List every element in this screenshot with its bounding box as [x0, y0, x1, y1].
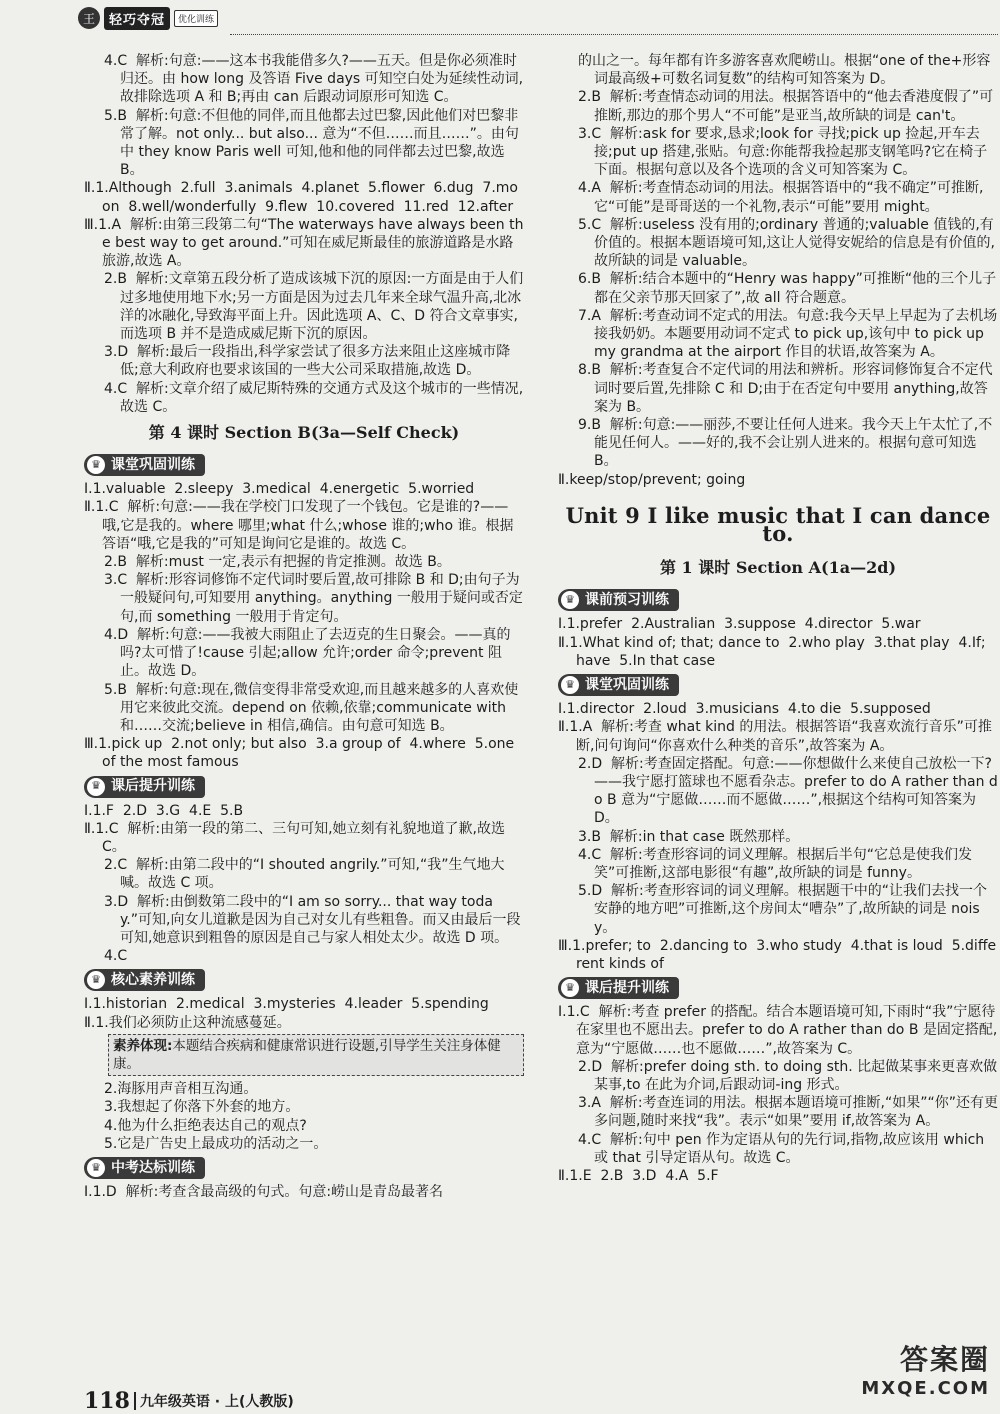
- watermark-sub: MXQE.COM: [861, 1378, 990, 1399]
- answer-item: 4.D 解析:句意:——我被大雨阻止了去迈克的生日聚会。——真的吗?太可惜了!cause 引起;allow 允许;order 命令;prevent 阻止。故选 D。: [104, 626, 511, 680]
- answer-item: 4.A 解析:考查情态动词的用法。根据答语中的“我不确定”可推断,它“可能”是哥哥送的一个礼物,表示“可能”要用 might。: [578, 180, 984, 215]
- watermark: [861, 1338, 990, 1399]
- logo-mark-icon: 王: [78, 7, 100, 29]
- page-footer: [84, 1388, 294, 1414]
- book-title: 九年级英语 · 上(人教版): [139, 1394, 294, 1410]
- answer-item: Ⅰ.1.historian 2.medical 3.mysteries 4.leader 5.spending: [84, 996, 489, 1013]
- section-banner-label: 课后提升训练: [585, 980, 669, 997]
- logo-subtext: 优化训练: [174, 10, 218, 27]
- answer-item: 3.A 解析:考查连词的用法。根据本题语境可推断,“如果”“你”还有更多问题,随时来找“我”。表示“如果”要用 if,故答案为 A。: [578, 1095, 999, 1130]
- answer-item: 5.B 解析:句意:现在,微信变得非常受欢迎,而且越来越多的人喜欢使用它来彼此交流。depend on 依赖,依靠;communicate with 和……交流;believe in 相信,确信。由句意可知选 B。: [104, 681, 519, 734]
- section-banner: [558, 977, 679, 999]
- section-banner-label: 课前预习训练: [585, 592, 669, 609]
- crown-icon: ♛: [561, 979, 579, 997]
- answer-item: Ⅲ.1.pick up 2.not only; but also 3.a group of 4.where 5.one of the most famous: [84, 736, 519, 771]
- section-banner: [558, 589, 679, 611]
- answer-item: Ⅲ.1.A 解析:由第三段第二句“The waterways have always been the best way to get around.”可知在威尼斯最佳的旅游道路是水路旅游,故选 A。: [84, 216, 524, 270]
- lesson-heading: 第 4 课时 Section B(3a—Self Check): [148, 423, 460, 443]
- answer-item: 4.C 解析:句中 pen 作为定语从句的先行词,指物,故应该用 which 或 that 引导定语从句。故选 C。: [578, 1131, 989, 1166]
- answer-item: 6.B 解析:结合本题中的“Henry was happy”可推断“他的三个儿子都在父亲节那天回家了”,故 all 符合题意。: [578, 271, 997, 306]
- answer-item: Ⅱ.1.C 解析:句意:——我在学校门口发现了一个钱包。它是谁的?——哦,它是我的。where 哪里;what 什么;whose 谁的;who 谁。根据答语“哦,它是我的”可知是询问它是谁的。故选 C。: [84, 499, 514, 552]
- answer-item: Ⅰ.1.prefer 2.Australian 3.suppose 4.director 5.war: [558, 616, 921, 633]
- answer-item: 4.C 解析:文章介绍了威尼斯特殊的交通方式及这个城市的一些情况,故选 C。: [104, 380, 524, 415]
- crown-icon: ♛: [87, 1159, 105, 1177]
- answer-item: 2.D 解析:考查固定搭配。句意:——你想做什么来使自己放松一下?——我宁愿打篮球也不愿看杂志。prefer to do A rather than do B 意为“宁愿做……而不愿做……”,根据这个结构可知答案为 D。: [578, 755, 998, 827]
- answer-item: Ⅱ.1.C 解析:由第一段的第二、三句可知,她立刻有礼貌地道了歉,故选 C。: [84, 820, 510, 855]
- answer-item: 7.A 解析:考查动词不定式的用法。句意:我今天早上早起为了去机场接我奶奶。本题要用动词不定式 to pick up,该句中 to pick up my grandma at the airport 作目的状语,故答案为 A。: [578, 307, 998, 361]
- section-banner: [558, 674, 679, 696]
- answer-item: 5.D 解析:考查形容词的词义理解。根据题干中的“让我们去找一个安静的地方吧”可推断,这个房间太“嘈杂”了,故所缺的词是 noisy。: [578, 883, 988, 936]
- answer-item: 3.B 解析:in that case 既然那样。: [578, 828, 800, 845]
- watermark-main: 答案圈: [899, 1343, 990, 1376]
- section-banner: [84, 969, 205, 991]
- answer-item: Ⅱ.keep/stop/prevent; going: [558, 471, 746, 488]
- crown-icon: ♛: [87, 456, 105, 474]
- answer-item: 2.B 解析:文章第五段分析了造成该城下沉的原因:一方面是由于人们过多地使用地下水;另一方面是因为过去几年来全球气温升高,北冰洋的冰融化,导致海平面上升。因此选项 A、C、D 符合文章事实,而选项 B 并不是造成威尼斯下沉的原因。: [104, 271, 524, 343]
- literacy-note: [108, 1034, 524, 1076]
- answer-item: 2.海豚用声音相互沟通。: [104, 1081, 258, 1098]
- answer-item: Ⅰ.1.F 2.D 3.G 4.E 5.B: [84, 802, 244, 819]
- answer-item: 2.B 解析:must 一定,表示有把握的肯定推测。故选 B。: [104, 554, 451, 571]
- answer-item: 8.B 解析:考查复合不定代词的用法和辨析。形容词修饰复合不定代词时要后置,先排除 C 和 D;由于在否定句中要用 anything,故答案为 B。: [578, 362, 993, 415]
- section-banner: [84, 454, 205, 476]
- answer-item: 5.它是广告史上最成功的活动之一。: [104, 1135, 328, 1152]
- answer-item: 3.D 解析:最后一段指出,科学家尝试了很多方法来阻止这座城市降低;意大利政府也要求该国的一些大公司采取措施,故选 D。: [104, 344, 511, 379]
- section-banner-label: 课堂巩固训练: [111, 457, 195, 474]
- answer-item: Ⅱ.1.Although 2.full 3.animals 4.planet 5.flower 6.dug 7.moon 8.well/wonderfully 9.flew 10.covered 11.red 12.after: [84, 180, 518, 215]
- page-number: 118: [84, 1388, 130, 1414]
- answer-item: Ⅱ.1.What kind of; that; dance to 2.who play 3.that play 4.If; have 5.In that case: [558, 634, 991, 669]
- section-banner-label: 课堂巩固训练: [585, 676, 669, 693]
- section-banner-label: 课后提升训练: [111, 778, 195, 795]
- footer-divider: [134, 1392, 136, 1410]
- answer-item: 2.B 解析:考查情态动词的用法。根据答语中的“他去香港度假了”可推断,那边的那个男人“不可能”是亚当,故所缺的词是 can't。: [578, 89, 994, 124]
- book-logo: [78, 5, 218, 31]
- answer-item: 2.D 解析:prefer doing sth. to doing sth. 比起做某事来更喜欢做某事,to 在此为介词,后跟动词-ing 形式。: [578, 1058, 998, 1093]
- answer-item: Ⅲ.1.prefer; to 2.dancing to 3.who study 4.that is loud 5.different kinds of: [558, 937, 997, 972]
- answer-item: Ⅰ.1.valuable 2.sleepy 3.medical 4.energetic 5.worried: [84, 481, 475, 498]
- answer-item: Ⅰ.1.C 解析:考查 prefer 的搭配。结合本题语境可知,下雨时“我”宁愿待在家里也不愿出去。prefer to do A rather than do B 是固定搭配,意为“宁愿做……也不愿做……”,故答案为 C。: [558, 1004, 998, 1057]
- answer-item: Ⅰ.1.director 2.loud 3.musicians 4.to die 5.supposed: [558, 701, 931, 718]
- answer-item: 2.C 解析:由第二段中的“I shouted angrily.”可知,“我”生气地大喊。故选 C 项。: [104, 857, 505, 892]
- section-banner-label: 中考达标训练: [111, 1159, 195, 1176]
- header-divider: [230, 34, 998, 35]
- crown-icon: ♛: [561, 676, 579, 694]
- answer-item: 4.C 解析:句意:——这本书我能借多久?——五天。但是你必须准时归还。由 how long 及答语 Five days 可知空白处为延续性动词,故排除选项 A 和 B;再由 can 后跟动词原形可知选 C。: [104, 53, 524, 106]
- answer-item: 9.B 解析:句意:——丽莎,不要让任何人进来。我今天上午太忙了,不能见任何人。——好的,我不会让别人进来的。根据句意可知选 B。: [578, 417, 993, 470]
- lesson-heading: 第 1 课时 Section A(1a—2d): [659, 558, 897, 578]
- section-banner: [84, 776, 205, 798]
- answer-item: Ⅰ.1.D 解析:考查含最高级的句式。句意:崂山是青岛最著名: [84, 1183, 444, 1200]
- section-banner: [84, 1157, 205, 1179]
- answer-item: 4.C 解析:考查形容词的词义理解。根据后半句“它总是使我们发笑”可推断,这部电影很“有趣”,故所缺的词是 funny。: [578, 846, 973, 881]
- section-banner-label: 核心素养训练: [111, 972, 195, 989]
- unit-title: Unit 9 I like music that I can dance to.: [565, 502, 991, 547]
- crown-icon: ♛: [87, 971, 105, 989]
- answer-item: 3.我想起了你落下外套的地方。: [104, 1099, 300, 1116]
- literacy-note-text: 本题结合疾病和健康常识进行设题,引导学生关注身体健康。: [113, 1037, 501, 1072]
- crown-icon: ♛: [561, 591, 579, 609]
- answer-item: 4.C: [104, 948, 128, 965]
- crown-icon: ♛: [87, 778, 105, 796]
- answer-item: 3.D 解析:由倒数第二段中的“I am so sorry... that way today.”可知,向女儿道歉是因为自己对女儿有些粗鲁。而又由最后一段可知,她意识到粗鲁的原因是自己与家人相处太少。故选 D 项。: [104, 893, 521, 946]
- literacy-note-label: 素养体现:: [113, 1037, 173, 1054]
- answer-item: 5.C 解析:useless 没有用的;ordinary 普通的;valuable 值钱的,有价值的。根据本题语境可知,这让人觉得安妮给的信息是有价值的,故所缺的词是 valuable。: [578, 216, 995, 270]
- answer-item: 的山之一。每年都有许多游客喜欢爬崂山。根据“one of the+形容词最高级+可数名词复数”的结构可知答案为 D。: [578, 53, 991, 88]
- answer-item: Ⅱ.1.我们必须防止这种流感蔓延。: [84, 1014, 291, 1031]
- page-header: [0, 0, 1000, 34]
- answer-item: Ⅱ.1.E 2.B 3.D 4.A 5.F: [558, 1167, 719, 1184]
- answer-item: 4.他为什么拒绝表达自己的观点?: [104, 1117, 307, 1134]
- answer-item: 5.B 解析:句意:不但他的同伴,而且他都去过巴黎,因此他们对巴黎非常了解。not only... but also... 意为“不但……而且……”。由句中 they know Paris well 可知,他和他的同伴都去过巴黎,故选 B。: [104, 107, 519, 179]
- right-column: [558, 52, 998, 1185]
- answer-item: Ⅱ.1.A 解析:考查 what kind 的用法。根据答语“我喜欢流行音乐”可推断,问句询问“你喜欢什么种类的音乐”,故答案为 A。: [558, 719, 992, 754]
- answer-item: 3.C 解析:ask for 要求,恳求;look for 寻找;pick up 捡起,开车去接;put up 搭建,张贴。句意:你能帮我捡起那支钢笔吗?它在椅子下面。根据句意以及各个选项的含义可知答案为 C。: [578, 125, 988, 179]
- logo-text: 轻巧夺冠: [104, 7, 170, 30]
- answer-item: 3.C 解析:形容词修饰不定代词时要后置,故可排除 B 和 D;由句子为一般疑问句,可知要用 anything。anything 一般用于疑问或否定句,而 something 一般用于肯定句。: [104, 572, 523, 625]
- left-column: [84, 52, 524, 1201]
